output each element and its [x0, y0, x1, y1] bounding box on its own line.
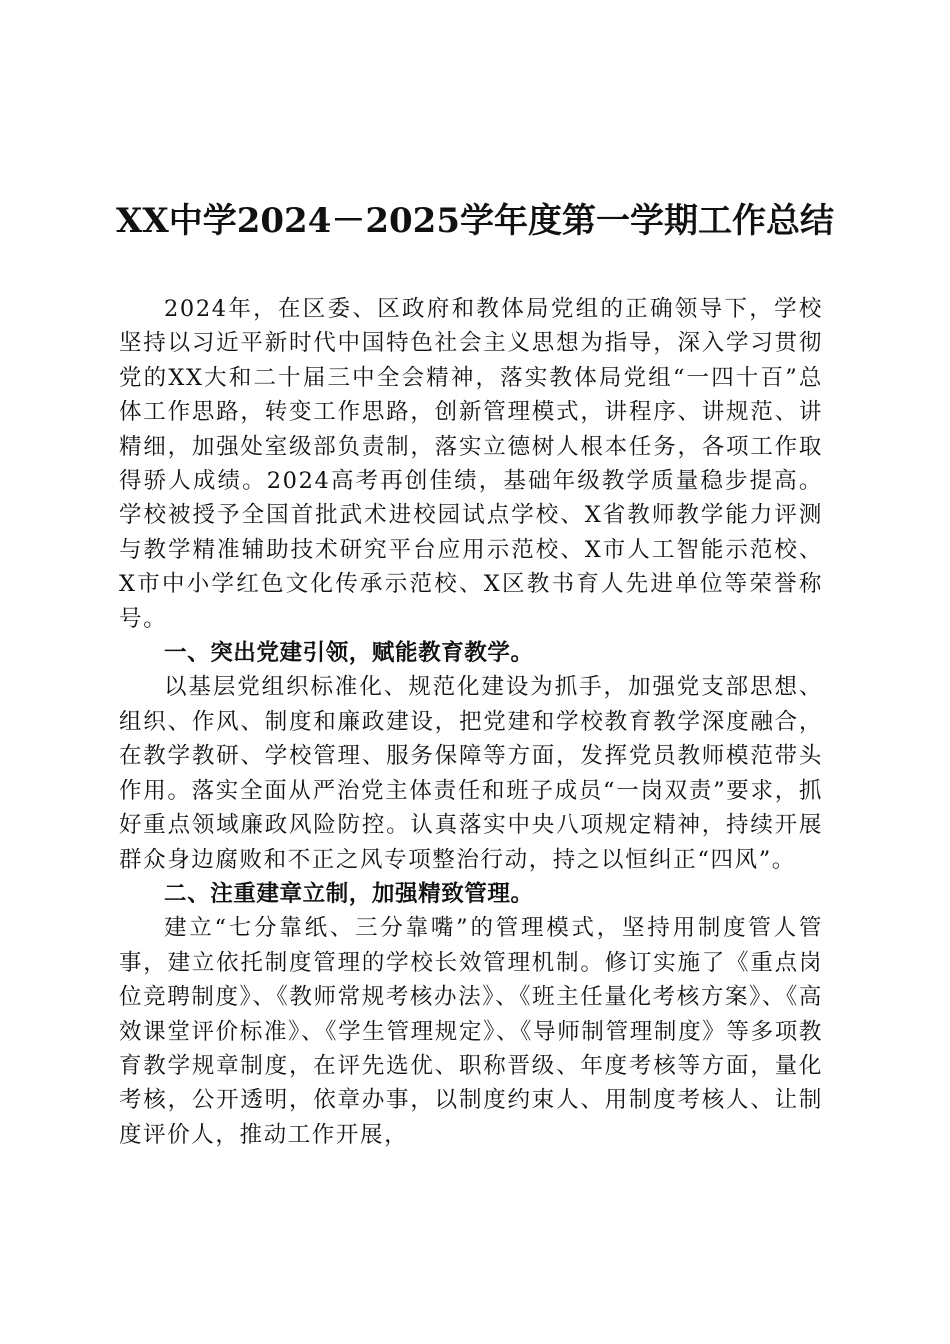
document-body [119, 292, 823, 1152]
section-1-paragraph: 以基层党组织标准化、规范化建设为抓手，加强党支部思想、组织、作风、制度和廉政建设，把党建和学校教育教学深度融合，在教学教研、学校管理、服务保障等方面，发挥党员教师模范带头作用。落实全面从严治党主体责任和班子成员“一岗双责”要求，抓好重点领域廉政风险防控。认真落实中央八项规定精神，持续开展群众身边腐败和不正之风专项整治行动，持之以恒纠正“四风”。 [119, 674, 823, 873]
intro-paragraph: 2024年，在区委、区政府和教体局党组的正确领导下，学校坚持以习近平新时代中国特色社会主义思想为指导，深入学习贯彻党的XX大和二十届三中全会精神，落实教体局党组“一四十百”总体工作思路，转变工作思路，创新管理模式，讲程序、讲规范、讲精细，加强处室级部负责制，落实立德树人根本任务，各项工作取得骄人成绩。2024高考再创佳绩，基础年级教学质量稳步提高。学校被授予全国首批武术进校园试点学校、X省教师教学能力评测与教学精准辅助技术研究平台应用示范校、X市人工智能示范校、X市中小学红色文化传承示范校、X区教书育人先进单位等荣誉称号。 [119, 296, 823, 632]
document-title: XX中学2024－2025学年度第一学期工作总结 [115, 201, 835, 241]
section-heading-1: 一、突出党建引领，赋能教育教学。 [164, 640, 534, 667]
section-heading-2: 二、注重建章立制，加强精致管理。 [164, 880, 534, 907]
section-2-paragraph: 建立“七分靠纸、三分靠嘴”的管理模式，坚持用制度管人管事，建立依托制度管理的学校长效管理机制。修订实施了《重点岗位竞聘制度》、《教师常规考核办法》、《班主任量化考核方案》、《高效课堂评价标准》、《学生管理规定》、《导师制管理制度》等多项教育教学规章制度，在评先选优、职称晋级、年度考核等方面，量化考核，公开透明，依章办事，以制度约束人、用制度考核人、让制度评价人，推动工作开展， [119, 915, 823, 1148]
